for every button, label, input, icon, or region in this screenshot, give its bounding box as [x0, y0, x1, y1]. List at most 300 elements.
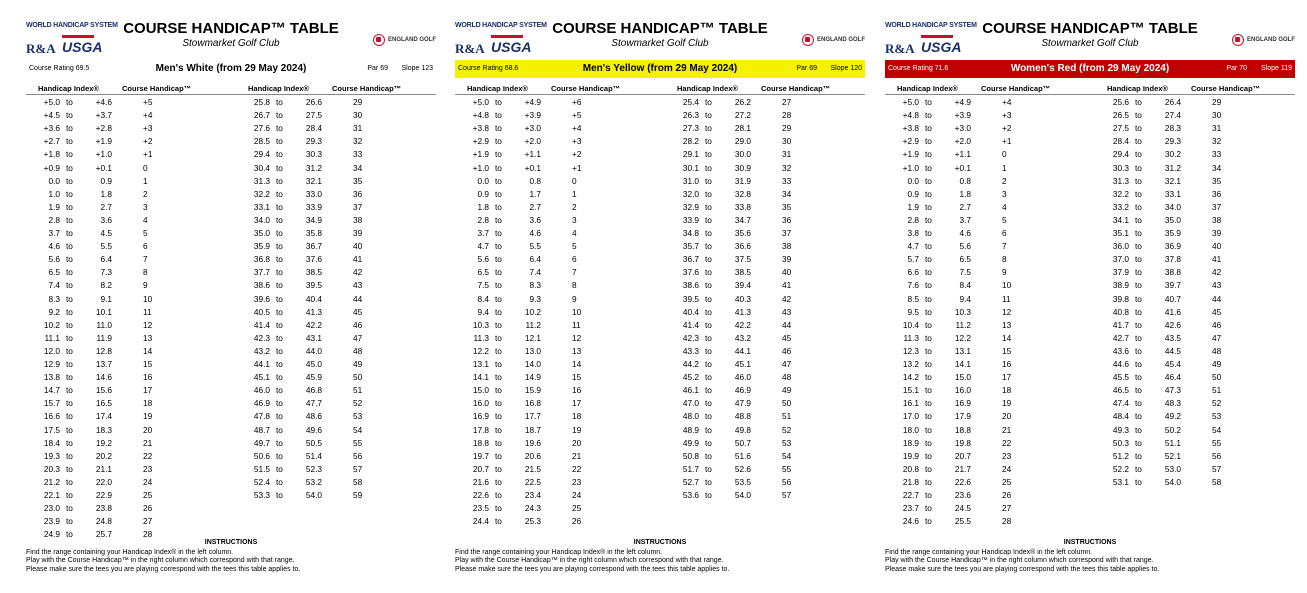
index-from: 35.9 — [253, 241, 270, 252]
course-handicap-value: +5 — [572, 110, 582, 121]
range-to: to — [705, 254, 712, 265]
index-from: 26.3 — [682, 110, 699, 121]
index-from: 50.6 — [253, 450, 270, 461]
range-to: to — [1135, 254, 1142, 265]
range-to: to — [66, 332, 73, 343]
range-to: to — [276, 463, 283, 474]
range-to: to — [1135, 450, 1142, 461]
tee-name: Men's White (from 29 May 2024) — [155, 63, 307, 74]
range-to: to — [276, 437, 283, 448]
index-to: 18.3 — [95, 424, 112, 435]
range-to: to — [925, 411, 932, 422]
index-to: 3.7 — [959, 214, 971, 225]
index-from: 10.3 — [472, 319, 489, 330]
table-row — [26, 227, 436, 240]
index-from: 48.4 — [1112, 411, 1129, 422]
index-from: 35.7 — [682, 241, 699, 252]
england-golf-label: ENGLAND GOLF — [1247, 37, 1295, 43]
table-row — [885, 122, 1295, 135]
index-to: 49.6 — [305, 424, 322, 435]
range-to: to — [276, 476, 283, 487]
index-to: 41.3 — [305, 306, 322, 317]
course-handicap-value: +2 — [1002, 123, 1012, 134]
course-handicap-value: 41 — [1212, 254, 1222, 265]
index-to: 23.8 — [95, 503, 112, 514]
table-row — [885, 332, 1295, 345]
range-to: to — [276, 490, 283, 500]
index-from: 47.8 — [253, 411, 270, 422]
course-handicap-value: 5 — [572, 241, 577, 252]
range-to: to — [1135, 398, 1142, 409]
index-to: 31.2 — [1164, 162, 1181, 173]
index-to: 31.9 — [734, 175, 751, 186]
range-to: to — [276, 306, 283, 317]
course-handicap-value: 14 — [143, 345, 153, 356]
range-to: to — [276, 175, 283, 186]
course-handicap-value: 55 — [782, 463, 792, 474]
course-handicap-value: 49 — [782, 385, 792, 396]
index-from: +5.0 — [43, 97, 60, 107]
table-row — [455, 410, 865, 423]
range-to: to — [66, 175, 73, 186]
index-to: 46.8 — [305, 385, 322, 396]
course-handicap-value: 14 — [1002, 332, 1012, 343]
course-handicap-value: 54 — [782, 450, 792, 461]
course-handicap-value: 9 — [1002, 267, 1007, 278]
range-to: to — [1135, 345, 1142, 356]
course-rating: Course Rating 71.6 — [888, 65, 949, 72]
index-from: 48.7 — [253, 424, 270, 435]
index-from: 36.7 — [682, 254, 699, 265]
course-handicap-value: 24 — [143, 476, 153, 487]
index-to: 47.3 — [1164, 385, 1181, 396]
index-to: 38.5 — [734, 267, 751, 278]
index-to: 21.7 — [954, 463, 971, 474]
range-to: to — [495, 306, 502, 317]
index-to: 11.9 — [96, 332, 112, 343]
course-handicap-value: 42 — [782, 293, 792, 304]
course-handicap-value: 2 — [572, 201, 577, 212]
range-to: to — [495, 490, 502, 500]
range-to: to — [66, 490, 73, 500]
range-to: to — [705, 228, 712, 238]
range-to: to — [705, 136, 712, 147]
instruction-line: Please make sure the tees you are playing correspond with the tees this table applies to. — [455, 565, 730, 573]
range-to: to — [925, 201, 932, 212]
course-handicap-value: 53 — [782, 437, 792, 448]
index-from: 42.3 — [253, 332, 270, 343]
index-from: 42.3 — [682, 332, 699, 343]
course-handicap-value: 57 — [353, 463, 363, 474]
range-to: to — [1135, 306, 1142, 317]
index-to: 44.1 — [734, 345, 751, 356]
course-handicap-value: 56 — [1212, 450, 1222, 461]
index-from: 52.7 — [682, 476, 699, 487]
range-to: to — [495, 175, 502, 186]
range-to: to — [495, 319, 502, 330]
index-to: 48.6 — [305, 411, 322, 422]
index-from: 32.2 — [253, 188, 270, 199]
table-row — [455, 437, 865, 450]
table-row — [26, 279, 436, 292]
index-from: +1.0 — [902, 162, 919, 173]
index-from: 23.0 — [43, 503, 60, 514]
course-handicap-value: +1 — [1002, 136, 1012, 147]
index-to: 41.3 — [734, 306, 751, 317]
index-to: 53.5 — [734, 476, 751, 487]
header-handicap-index: Handicap Index® — [38, 84, 99, 93]
course-handicap-value: 59 — [353, 490, 363, 500]
index-to: +4.9 — [524, 97, 541, 107]
range-to: to — [66, 97, 73, 107]
index-from: 46.5 — [1112, 385, 1129, 396]
index-to: 35.6 — [734, 228, 751, 238]
range-to: to — [1135, 385, 1142, 396]
index-to: 54.0 — [1164, 476, 1181, 487]
index-to: 42.6 — [1164, 319, 1181, 330]
index-to: 46.9 — [734, 385, 751, 396]
index-from: 20.7 — [472, 463, 489, 474]
index-from: 41.4 — [682, 319, 699, 330]
table-row — [885, 345, 1295, 358]
course-handicap-value: 1 — [1002, 162, 1007, 173]
index-to: 12.8 — [95, 345, 112, 356]
range-to: to — [705, 241, 712, 252]
table-row — [455, 424, 865, 437]
index-from: 11.3 — [903, 332, 919, 343]
range-to: to — [705, 345, 712, 356]
table-row — [455, 135, 865, 148]
index-to: +3.0 — [524, 123, 541, 134]
table-row — [26, 345, 436, 358]
range-to: to — [66, 450, 73, 461]
index-from: 34.8 — [682, 228, 699, 238]
index-to: 23.6 — [954, 490, 971, 500]
range-to: to — [276, 97, 283, 107]
index-to: 47.7 — [305, 398, 322, 409]
index-to: 51.4 — [305, 450, 322, 461]
index-from: 25.8 — [253, 97, 270, 107]
range-to: to — [276, 372, 283, 383]
course-handicap-value: 34 — [782, 188, 792, 199]
range-to: to — [66, 254, 73, 265]
range-to: to — [925, 490, 932, 500]
range-to: to — [925, 280, 932, 291]
index-from: 20.3 — [43, 463, 60, 474]
range-to: to — [276, 123, 283, 134]
index-to: 14.0 — [524, 359, 541, 369]
page-title: COURSE HANDICAP™ TABLE — [123, 20, 339, 37]
index-to: 36.9 — [1164, 241, 1181, 252]
index-to: 15.6 — [95, 385, 112, 396]
range-to: to — [705, 490, 712, 500]
index-from: 35.1 — [1112, 228, 1129, 238]
range-to: to — [66, 162, 73, 173]
index-to: +1.1 — [954, 149, 971, 160]
course-handicap-value: 9 — [572, 293, 577, 304]
header-divider — [885, 94, 1295, 95]
table-row — [885, 266, 1295, 279]
instruction-line: Play with the Course Handicap™ in the right column which correspond with that range. — [26, 557, 295, 565]
table-row — [455, 162, 865, 175]
index-from: 9.2 — [48, 306, 60, 317]
range-to: to — [705, 214, 712, 225]
table-row — [26, 122, 436, 135]
index-to: 22.9 — [95, 490, 112, 500]
range-to: to — [925, 149, 932, 160]
range-to: to — [925, 516, 932, 527]
range-to: to — [66, 293, 73, 304]
range-to: to — [495, 372, 502, 383]
course-handicap-value: +3 — [572, 136, 582, 147]
table-row — [455, 266, 865, 279]
england-golf-logo — [1232, 34, 1295, 46]
course-handicap-value: 29 — [1212, 97, 1222, 107]
course-handicap-value: 0 — [572, 175, 577, 186]
table-row — [885, 397, 1295, 410]
range-to: to — [495, 188, 502, 199]
range-to: to — [66, 463, 73, 474]
course-handicap-value: 5 — [143, 228, 148, 238]
table-row — [26, 148, 436, 161]
index-from: 18.0 — [902, 424, 919, 435]
index-to: 20.6 — [524, 450, 541, 461]
course-handicap-value: 4 — [143, 214, 148, 225]
instructions-title: INSTRUCTIONS — [204, 539, 258, 546]
course-handicap-value: 40 — [1212, 241, 1222, 252]
table-row — [885, 489, 1295, 502]
course-handicap-value: 38 — [353, 214, 363, 225]
index-from: 23.9 — [43, 516, 60, 527]
range-to: to — [276, 280, 283, 291]
index-from: 43.2 — [253, 345, 270, 356]
table-row — [26, 502, 436, 515]
course-handicap-value: 36 — [1212, 188, 1222, 199]
course-handicap-value: 3 — [143, 201, 148, 212]
range-to: to — [495, 385, 502, 396]
range-to: to — [66, 424, 73, 435]
table-row — [455, 293, 865, 306]
index-from: 31.3 — [253, 175, 270, 186]
range-to: to — [495, 97, 502, 107]
index-to: 45.1 — [734, 359, 751, 369]
index-from: 0.0 — [48, 175, 60, 186]
range-to: to — [276, 241, 283, 252]
course-handicap-value: 24 — [1002, 463, 1012, 474]
course-handicap-value: 43 — [1212, 280, 1222, 291]
range-to: to — [925, 293, 932, 304]
index-from: 51.7 — [682, 463, 699, 474]
index-from: 40.5 — [253, 306, 270, 317]
course-handicap-value: 47 — [353, 332, 363, 343]
table-row — [455, 214, 865, 227]
range-to: to — [276, 136, 283, 147]
index-to: 43.5 — [1164, 332, 1181, 343]
course-handicap-value: 6 — [1002, 228, 1007, 238]
index-to: 1.8 — [100, 188, 112, 199]
table-row — [26, 437, 436, 450]
range-to: to — [495, 503, 502, 514]
course-handicap-value: 40 — [353, 241, 363, 252]
table-row — [26, 319, 436, 332]
index-to: 14.9 — [524, 372, 541, 383]
table-row — [455, 109, 865, 122]
page-title: COURSE HANDICAP™ TABLE — [552, 20, 768, 37]
tee-name: Men's Yellow (from 29 May 2024) — [582, 63, 738, 74]
range-to: to — [705, 319, 712, 330]
range-to: to — [276, 319, 283, 330]
range-to: to — [495, 345, 502, 356]
index-to: 16.9 — [954, 398, 971, 409]
index-from: 21.6 — [472, 476, 489, 487]
course-handicap-value: 43 — [782, 306, 792, 317]
index-to: 3.6 — [529, 214, 541, 225]
course-handicap-value: 41 — [782, 280, 792, 291]
table-row — [26, 515, 436, 528]
handicap-table-panel — [455, 8, 865, 593]
course-handicap-value: 32 — [353, 136, 363, 147]
index-to: 25.3 — [524, 516, 541, 527]
index-from: 37.9 — [1112, 267, 1129, 278]
index-to: 7.4 — [529, 267, 541, 278]
index-from: 39.8 — [1112, 293, 1129, 304]
index-from: 37.0 — [1112, 254, 1129, 265]
table-row — [26, 175, 436, 188]
range-to: to — [66, 503, 73, 514]
course-handicap-value: 1 — [572, 188, 577, 199]
table-row — [885, 135, 1295, 148]
range-to: to — [276, 162, 283, 173]
table-row — [455, 463, 865, 476]
table-row — [455, 148, 865, 161]
index-to: 24.5 — [954, 503, 971, 514]
index-from: 16.1 — [902, 398, 919, 409]
course-handicap-value: 21 — [143, 437, 153, 448]
course-handicap-value: 19 — [1002, 398, 1012, 409]
table-row — [455, 476, 865, 489]
range-to: to — [66, 201, 73, 212]
range-to: to — [495, 437, 502, 448]
table-row — [885, 162, 1295, 175]
course-handicap-value: 0 — [1002, 149, 1007, 160]
index-to: 12.2 — [954, 332, 971, 343]
course-handicap-value: 22 — [1002, 437, 1012, 448]
header-course-handicap: Course Handicap™ — [122, 84, 192, 93]
range-to: to — [925, 450, 932, 461]
course-handicap-value: 51 — [782, 411, 792, 422]
range-to: to — [276, 411, 283, 422]
course-handicap-value: 56 — [353, 450, 363, 461]
range-to: to — [1135, 97, 1142, 107]
course-handicap-value: 34 — [353, 162, 363, 173]
index-to: 45.0 — [305, 359, 322, 369]
header-handicap-index: Handicap Index® — [1107, 84, 1168, 93]
course-handicap-value: 48 — [353, 345, 363, 356]
range-to: to — [925, 319, 932, 330]
index-from: 3.7 — [48, 228, 60, 238]
range-to: to — [276, 110, 283, 121]
table-row — [885, 437, 1295, 450]
index-to: 29.3 — [305, 136, 322, 147]
index-to: 25.7 — [95, 529, 112, 540]
course-handicap-value: 47 — [782, 359, 792, 369]
course-handicap-value: 44 — [782, 319, 792, 330]
range-to: to — [1135, 359, 1142, 369]
table-row — [885, 515, 1295, 528]
header-handicap-index: Handicap Index® — [248, 84, 309, 93]
index-to: 21.5 — [524, 463, 541, 474]
index-from: 31.0 — [682, 175, 699, 186]
index-from: 7.4 — [48, 280, 60, 291]
table-row — [885, 384, 1295, 397]
index-from: 25.6 — [1112, 97, 1129, 107]
index-to: 51.1 — [1164, 437, 1181, 448]
index-from: 27.5 — [1112, 123, 1129, 134]
index-to: 29.3 — [1164, 136, 1181, 147]
range-to: to — [925, 136, 932, 147]
index-from: +1.9 — [902, 149, 919, 160]
index-to: 2.7 — [959, 201, 971, 212]
index-from: 41.7 — [1112, 319, 1129, 330]
index-to: 47.9 — [734, 398, 751, 409]
index-to: 5.6 — [959, 241, 971, 252]
course-handicap-value: 47 — [1212, 332, 1222, 343]
index-to: 34.7 — [734, 214, 751, 225]
course-handicap-value: 58 — [353, 476, 363, 487]
header-course-handicap: Course Handicap™ — [1191, 84, 1261, 93]
table-row — [455, 332, 865, 345]
table-row — [885, 148, 1295, 161]
england-golf-logo — [373, 34, 436, 46]
index-to: 9.1 — [100, 293, 112, 304]
range-to: to — [495, 359, 502, 369]
index-from: 38.6 — [682, 280, 699, 291]
index-from: 13.8 — [43, 372, 60, 383]
index-from: 32.2 — [1112, 188, 1129, 199]
club-name: Stowmarket Golf Club — [182, 38, 280, 49]
course-handicap-value: 22 — [143, 450, 153, 461]
course-handicap-value: 35 — [353, 175, 363, 186]
index-to: 34.9 — [305, 214, 322, 225]
course-handicap-value: 27 — [1002, 503, 1012, 514]
index-to: 53.2 — [305, 476, 322, 487]
course-handicap-value: 13 — [1002, 319, 1012, 330]
table-row — [26, 109, 436, 122]
course-handicap-value: 25 — [572, 503, 582, 514]
range-to: to — [276, 188, 283, 199]
index-from: 30.4 — [253, 162, 270, 173]
index-from: 53.3 — [253, 490, 270, 500]
course-handicap-value: 45 — [353, 306, 363, 317]
table-row — [885, 319, 1295, 332]
index-to: 29.0 — [734, 136, 751, 147]
index-to: 33.1 — [1164, 188, 1181, 199]
index-to: 50.5 — [305, 437, 322, 448]
instruction-line: Play with the Course Handicap™ in the right column which correspond with that range. — [885, 557, 1154, 565]
usga-logo: USGA — [491, 39, 532, 55]
index-to: +4.6 — [95, 97, 112, 107]
range-to: to — [1135, 149, 1142, 160]
header-handicap-index: Handicap Index® — [677, 84, 738, 93]
course-handicap-value: 48 — [1212, 345, 1222, 356]
index-to: 5.5 — [100, 241, 112, 252]
index-from: 2.8 — [907, 214, 919, 225]
index-from: 12.0 — [43, 345, 60, 356]
course-handicap-value: 23 — [1002, 450, 1012, 461]
range-to: to — [925, 110, 932, 121]
index-from: 18.9 — [902, 437, 919, 448]
range-to: to — [925, 162, 932, 173]
